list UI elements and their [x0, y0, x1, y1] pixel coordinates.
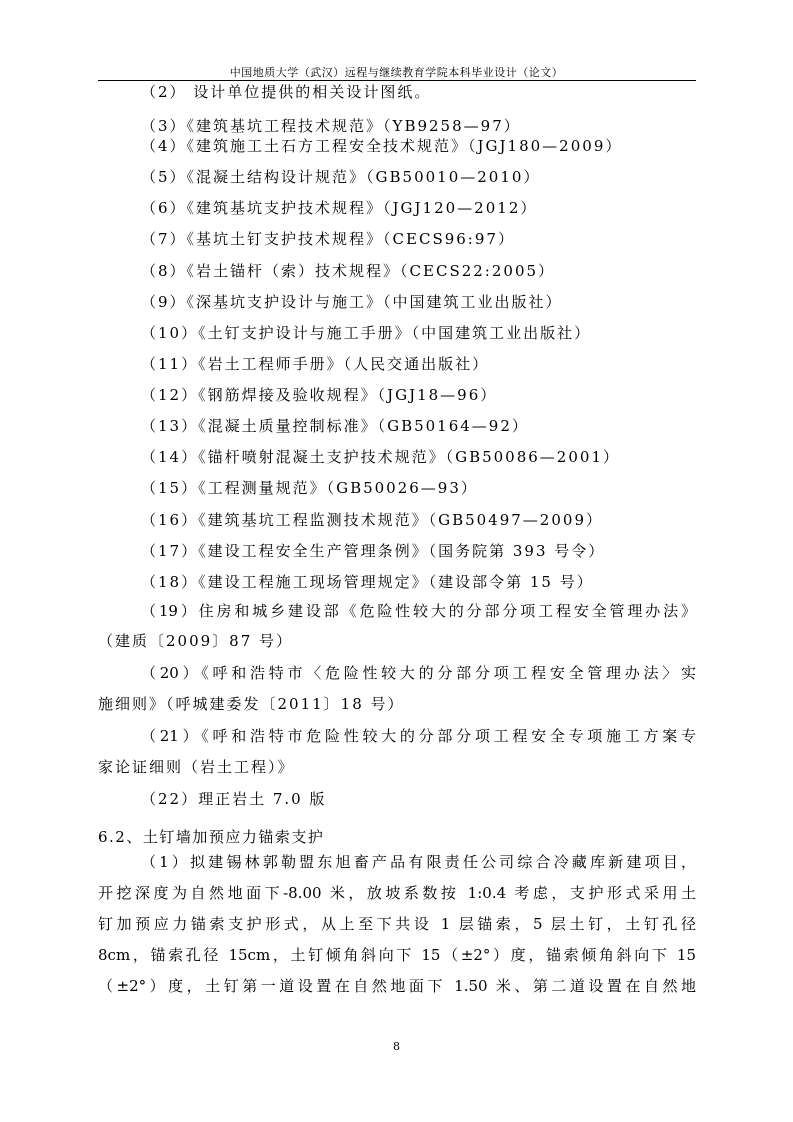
body-paragraph-line: 开挖深度为自然地面下-8.00 米，放坡系数按 1:0.4 考虑，支护形式采用土: [98, 884, 696, 902]
reference-13: （13）《混凝土质量控制标准》（GB50164—92）: [141, 417, 529, 435]
reference-19-line1: （19）住房和城乡建设部《危险性较大的分部分项工程安全管理办法》: [141, 602, 696, 620]
reference-8: （8）《岩土锚杆（索）技术规程》（CECS22:2005）: [141, 262, 556, 280]
reference-10: （10）《土钉支护设计与施工手册》（中国建筑工业出版社）: [141, 324, 592, 342]
header-rule: [98, 80, 696, 81]
reference-5: （5）《混凝土结构设计规范》（GB50010—2010）: [141, 168, 541, 186]
page-number: 8: [393, 1040, 400, 1053]
reference-22: （22）理正岩土 7.0 版: [141, 790, 327, 808]
section-heading: 6.2、土钉墙加预应力锚索支护: [98, 828, 325, 846]
reference-12: （12）《钢筋焊接及验收规程》（JGJ18—96）: [141, 386, 498, 404]
body-paragraph-line: （1）拟建锡林郭勒盟东旭畜产品有限责任公司综合冷藏库新建项目，: [141, 853, 696, 871]
reference-21-line1: （21）《呼和浩特市危险性较大的分部分项工程安全专项施工方案专: [141, 727, 696, 745]
reference-15: （15）《工程测量规范》（GB50026—93）: [141, 479, 478, 497]
reference-18: （18）《建设工程施工现场管理规定》（建设部令第 15 号）: [141, 573, 594, 591]
reference-14: （14）《锚杆喷射混凝土支护技术规范》（GB50086—2001）: [141, 448, 620, 466]
reference-20-line1: （20）《呼和浩特市〈危险性较大的分部分项工程安全管理办法〉实: [141, 664, 696, 682]
reference-6: （6）《建筑基坑支护技术规程》（JGJ120—2012）: [141, 199, 538, 217]
reference-11: （11）《岩土工程师手册》（人民交通出版社）: [141, 355, 490, 373]
body-paragraph-line: 8cm，锚索孔径 15cm，土钉倾角斜向下 15（±2°）度，锚索倾角斜向下 15: [98, 946, 696, 964]
reference-19-line2: （建质〔2009〕87 号）: [98, 632, 294, 650]
reference-21-line2: 家论证细则（岩土工程）》: [98, 758, 295, 776]
body-paragraph-line: （±2°）度，土钉第一道设置在自然地面下 1.50 米、第二道设置在自然地: [98, 977, 696, 995]
reference-7: （7）《基坑土钉支护技术规程》（CECS96:97）: [141, 230, 515, 248]
reference-17: （17）《建设工程安全生产管理条例》（国务院第 393 号令）: [141, 542, 606, 560]
reference-2: （2） 设计单位提供的相关设计图纸。: [141, 83, 432, 101]
body-paragraph-line: 钉加预应力锚索支护形式，从上至下共设 1 层锚索，5 层土钉，土钉孔径: [98, 915, 696, 933]
reference-16: （16）《建筑基坑工程监测技术规范》（GB50497—2009）: [141, 511, 603, 529]
reference-3: （3）《建筑基坑工程技术规范》（YB9258—97）: [141, 117, 521, 135]
reference-9: （9）《深基坑支护设计与施工》（中国建筑工业出版社）: [141, 293, 563, 311]
page-header: 中国地质大学（武汉）远程与继续教育学院本科毕业设计（论文）: [229, 66, 564, 79]
reference-4: （4）《建筑施工土石方工程安全技术规范》（JGJ180—2009）: [141, 137, 623, 155]
reference-20-line2: 施细则》（呼城建委发〔2011〕18 号）: [98, 695, 405, 713]
